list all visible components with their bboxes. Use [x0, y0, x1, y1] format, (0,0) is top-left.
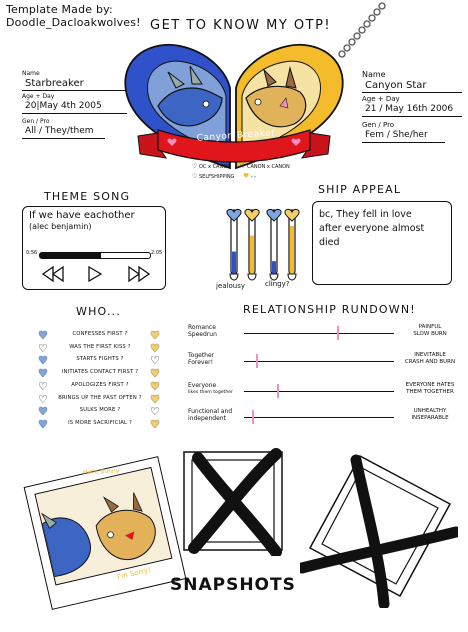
- who-left-heart-icon[interactable]: ♥: [38, 329, 48, 342]
- who-row: [38, 406, 162, 418]
- rundown-right-line-1: EVERYONE HATES: [405, 382, 455, 388]
- meter-heart-icon: [245, 209, 259, 221]
- who-question: SULKS MORE ?: [79, 407, 121, 414]
- ship-name-banner: Canyon Breaker: [196, 128, 276, 144]
- empty-photo-frame-1[interactable]: [180, 448, 286, 556]
- ship-appeal-heading: SHIP APPEAL: [318, 183, 402, 196]
- photo-caption-bottom: I'm Sorry!: [116, 565, 152, 582]
- rundown-slider-track[interactable]: [244, 361, 394, 362]
- credit-line-2: Doodle_Dacloakwolves!: [6, 16, 141, 29]
- name-label: Name: [22, 70, 40, 77]
- time-start: 0:56: [26, 250, 38, 256]
- opt-canon-canon[interactable]: CANON x CANON: [247, 164, 290, 170]
- who-left-heart-icon[interactable]: ♥: [38, 354, 48, 368]
- rundown-right-line-2: SLOW BURN: [413, 331, 447, 337]
- meter-bulb: [248, 274, 256, 280]
- ship-appeal-box: [312, 201, 452, 285]
- who-question: CONFESSES FIRST ?: [72, 331, 128, 337]
- gen-field[interactable]: All / They/them: [22, 125, 105, 139]
- who-row: [38, 419, 162, 431]
- time-end: 2:05: [151, 250, 163, 256]
- who-right-heart-icon[interactable]: ♥: [150, 392, 160, 406]
- rundown-slider-marker[interactable]: [252, 410, 254, 424]
- rundown-left-label: [188, 352, 248, 366]
- appeal-line-1: bc, They fell in love: [319, 209, 412, 220]
- rundown-slider-track[interactable]: [244, 391, 394, 392]
- heart-filled-icon: ♥: [243, 172, 250, 180]
- song-artist: (alec benjamin): [29, 222, 92, 231]
- dragon-photo-art: [36, 468, 172, 584]
- empty-photo-frame-2[interactable]: [300, 448, 458, 608]
- sparkle-icon: ✶✶: [250, 174, 257, 179]
- rundown-right-line-2: INSEPARABLE: [411, 415, 449, 421]
- rundown-left-line-2: Speedrun: [188, 331, 217, 338]
- rundown-slider-track[interactable]: [244, 417, 394, 418]
- meter-fill: [272, 261, 276, 274]
- gen-label: Gen / Pro: [362, 121, 395, 129]
- meter-heart-icon: [267, 209, 281, 221]
- polaroid-photo[interactable]: [24, 456, 187, 610]
- play-icon[interactable]: [89, 267, 101, 281]
- rundown-right-line-2: THEM TOGETHER: [406, 389, 454, 395]
- opt-oc-canon[interactable]: OC x CANON: [199, 164, 231, 170]
- who-right-heart-icon[interactable]: ♥: [150, 341, 160, 355]
- gen-label: Gen / Pro: [22, 118, 50, 125]
- who-right-heart-icon[interactable]: ♥: [150, 417, 160, 431]
- name-field[interactable]: Starbreaker: [22, 77, 127, 91]
- meter-fill: [290, 226, 294, 274]
- snapshots-label: SNAPSHOTS: [170, 575, 296, 595]
- progress-fill: [40, 253, 101, 258]
- rundown-slider-marker[interactable]: [337, 326, 339, 340]
- music-player: [22, 206, 166, 290]
- progress-track[interactable]: [39, 252, 151, 259]
- who-left-heart-icon[interactable]: ♡: [38, 379, 48, 393]
- photo-image: [34, 467, 172, 586]
- rundown-left-line-1: Together: [188, 352, 215, 359]
- page-title: GET TO KNOW MY OTP!: [150, 18, 332, 33]
- meter-heart-icon: [285, 209, 299, 221]
- who-row: [38, 343, 162, 355]
- meter-heart-icon: [227, 209, 241, 221]
- rundown-left-line-1: Functional and: [188, 408, 233, 415]
- name-field[interactable]: Canyon Star: [362, 79, 462, 93]
- rundown-left-line-2: independent: [188, 415, 226, 422]
- age-label: Age + Day: [22, 93, 55, 100]
- who-left-heart-icon[interactable]: ♡: [38, 392, 48, 406]
- rundown-left-line-1: Everyone: [188, 382, 217, 389]
- player-controls: [41, 265, 151, 283]
- appeal-line-2: after everyone almost: [319, 223, 425, 234]
- right-profile: [362, 70, 462, 143]
- gen-field[interactable]: Fem / She/her: [362, 129, 445, 143]
- rundown-right-line-2: CRASH AND BURN: [404, 359, 456, 365]
- rundown-heading: RELATIONSHIP RUNDOWN!: [243, 303, 416, 316]
- rundown-left-label: [188, 408, 248, 422]
- rundown-right-label: [400, 408, 460, 422]
- heart-icon: ♡: [240, 163, 246, 170]
- photo-caption-top: Hello Bunny: [82, 467, 120, 477]
- who-question: BRINGS UP THE PAST OFTEN ?: [58, 394, 142, 401]
- who-left-heart-icon[interactable]: ♥: [38, 367, 48, 381]
- ship-type-options: [192, 163, 332, 183]
- rundown-right-line-1: INEVITABLE: [414, 352, 446, 358]
- rundown-right-label: [400, 352, 460, 366]
- who-row: [38, 381, 162, 393]
- who-left-heart-icon[interactable]: ♥: [38, 417, 48, 431]
- rundown-left-line-1: Romance: [188, 324, 216, 331]
- left-profile: [22, 70, 127, 139]
- rundown-right-line-1: UNHEALTHY: [413, 408, 447, 414]
- who-question: IS MORE SACRIFICIAL ?: [68, 419, 132, 426]
- who-question: APOLOGIZES FIRST ?: [71, 381, 129, 388]
- rundown-slider-marker[interactable]: [256, 354, 258, 368]
- clingy-label: clingy?: [265, 280, 290, 288]
- rundown-right-label: [400, 382, 460, 396]
- who-right-heart-icon[interactable]: ♥: [150, 367, 160, 381]
- credit-line-1: Template Made by:: [6, 3, 113, 16]
- who-row: [38, 368, 162, 380]
- heart-icon: ♡: [192, 163, 198, 170]
- rundown-left-line-2: likes them together: [188, 390, 233, 395]
- fast-forward-icon[interactable]: [129, 267, 149, 281]
- name-label: Name: [362, 70, 386, 79]
- who-right-heart-icon[interactable]: ♥: [150, 329, 160, 342]
- meter-fill: [250, 236, 254, 274]
- who-row: [38, 330, 162, 342]
- who-right-heart-icon[interactable]: ♥: [150, 379, 160, 393]
- rewind-icon[interactable]: [43, 267, 63, 281]
- jealousy-label: jealousy: [216, 282, 245, 290]
- who-heading: WHO...: [76, 305, 122, 318]
- age-field[interactable]: 20|May 4th 2005: [22, 100, 127, 114]
- age-label: Age + Day: [362, 95, 400, 103]
- who-right-heart-icon[interactable]: ♡: [150, 354, 160, 368]
- who-left-heart-icon[interactable]: ♥: [38, 405, 48, 419]
- who-left-heart-icon[interactable]: ♡: [38, 341, 48, 355]
- rundown-left-label: [188, 324, 248, 338]
- who-question: STARTS FIGHTS ?: [76, 356, 124, 363]
- meter-bulb: [230, 274, 238, 280]
- song-title: If we have eachother: [29, 210, 135, 221]
- rundown-right-line-1: PAINFUL: [418, 324, 442, 330]
- theme-song-heading: THEME SONG: [44, 190, 131, 203]
- rundown-left-label: [188, 382, 248, 396]
- opt-selfshipping[interactable]: SELFSHIPPING: [199, 174, 235, 180]
- rundown-left-line-2: Forever!: [188, 359, 214, 366]
- who-row: [38, 355, 162, 367]
- heart-icon: ♡: [192, 173, 198, 180]
- appeal-line-3: died: [319, 237, 340, 248]
- meter-fill: [232, 252, 236, 274]
- who-question: INITIATES CONTACT FIRST ?: [61, 369, 139, 376]
- rundown-slider-marker[interactable]: [277, 384, 279, 398]
- who-row: [38, 394, 162, 406]
- who-question: WAS THE FIRST KISS ?: [69, 343, 131, 350]
- rundown-right-label: [400, 324, 460, 338]
- appeal-meters: [222, 196, 302, 288]
- who-right-heart-icon[interactable]: ♡: [150, 405, 160, 419]
- rundown-slider-track[interactable]: [244, 333, 394, 334]
- age-field[interactable]: 21 / May 16th 2006: [362, 103, 462, 117]
